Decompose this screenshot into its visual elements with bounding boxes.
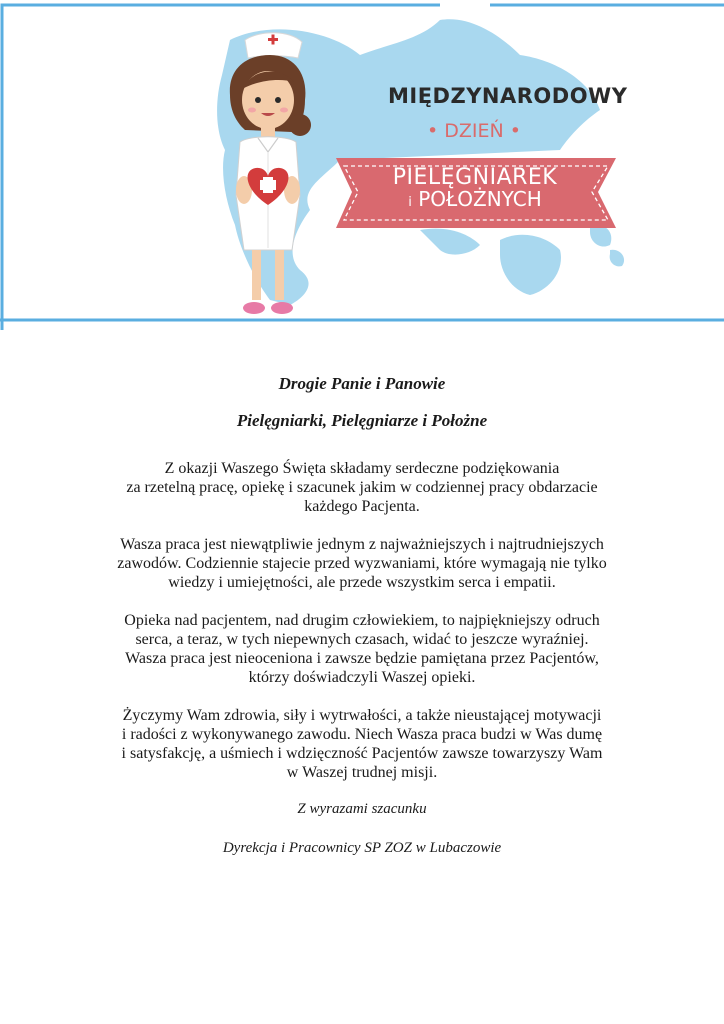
ribbon-text <box>360 166 590 210</box>
letter-body <box>60 374 664 857</box>
greeting-line-1: Drogie Panie i Panowie <box>278 374 446 393</box>
greeting-line-2: Pielęgniarki, Pielęgniarze i Położne <box>236 411 488 430</box>
paragraph-1 <box>60 459 664 516</box>
paragraph-line: Opieka nad pacjentem, nad drugim człowiekiem, to najpiękniejszy odruch <box>124 612 600 629</box>
paragraph-line: i radości z wykonywanego zawodu. Niech Wasza praca budzi w Was dumę <box>121 726 603 743</box>
paragraph-line: wiedzy i umiejętności, ale przede wszystkim serca i empatii. <box>168 574 556 591</box>
paragraph-4 <box>60 706 664 782</box>
ribbon-line-2-text: POŁOŻNYCH <box>418 187 542 212</box>
closing: Z wyrazami szacunku <box>297 801 427 817</box>
paragraph-line: którzy doświadczyli Waszej opieki. <box>248 669 476 686</box>
paragraph-3 <box>60 611 664 687</box>
ribbon-conjunction: i <box>408 195 412 211</box>
paragraph-line: zawodów. Codziennie stajecie przed wyzwaniami, które wymagają nie tylko <box>117 555 607 572</box>
title-line-1: MIĘDZYNARODOWY <box>388 84 628 108</box>
paragraph-line: Życzymy Wam zdrowia, siły i wytrwałości, a także nieustającej motywacji <box>122 707 602 724</box>
ribbon-line-1: PIELĘGNIAREK <box>392 165 558 190</box>
ribbon-line-2 <box>360 189 590 210</box>
paragraph-line: w Waszej trudnej misji. <box>286 764 438 781</box>
paragraph-line: i satysfakcję, a uśmiech i wdzięczność Pacjentów zawsze towarzyszy Wam <box>121 745 603 762</box>
paragraph-line: za rzetelną pracę, opiekę i szacunek jakim w codziennej pracy obdarzacie <box>126 479 598 496</box>
paragraph-2 <box>60 535 664 592</box>
paragraph-line: każdego Pacjenta. <box>304 498 420 515</box>
paragraph-line: Wasza praca jest niewątpliwie jednym z najważniejszych i najtrudniejszych <box>120 536 604 553</box>
paragraph-line: Wasza praca jest nieoceniona i zawsze będzie pamiętana przez Pacjentów, <box>125 650 599 667</box>
header-banner <box>0 0 724 330</box>
banner-illustration <box>0 0 724 330</box>
paragraph-line: serca, a teraz, w tych niepewnych czasach, widać to jeszcze wyraźniej. <box>135 631 589 648</box>
paragraph-line: Z okazji Waszego Święta składamy serdeczne podziękowania <box>164 460 560 477</box>
signature: Dyrekcja i Pracownicy SP ZOZ w Lubaczowie <box>222 840 502 856</box>
title-line-2: • DZIEŃ • <box>427 120 521 142</box>
